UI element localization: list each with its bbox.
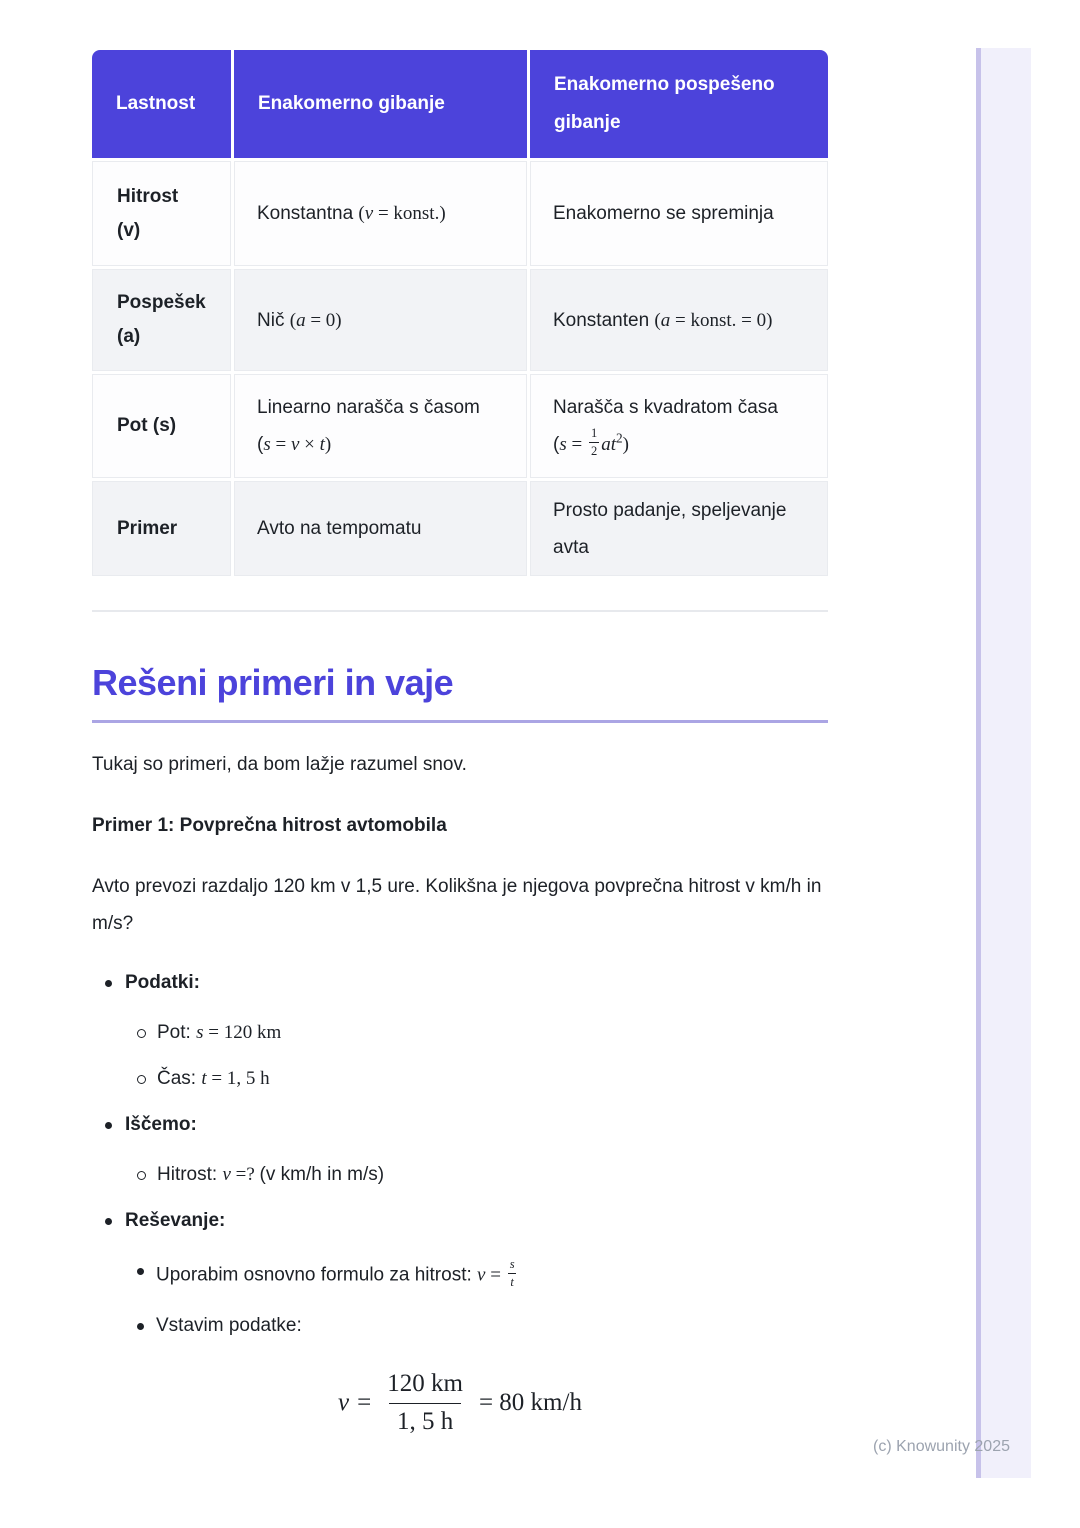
list-item: Čas: t = 1, 5 h — [92, 1068, 828, 1090]
table-cell: Narašča s kvadratom časa (s = $\frac{1}{2}$ $at^2$) — [530, 374, 828, 478]
list-item: Pot: s = 120 km — [92, 1022, 828, 1044]
comparison-table — [92, 50, 828, 576]
document-content — [92, 50, 828, 1435]
table-cell: Avto na tempomatu — [234, 481, 527, 576]
bullet-disc-icon — [137, 1323, 144, 1330]
table-cell: Enakomerno se spreminja — [530, 161, 828, 266]
copyright-notice: (c) Knowunity 2025 — [873, 1438, 1010, 1455]
table-cell: Linearno narašča s časom (s = v × t) — [234, 374, 527, 478]
bullet-disc-icon — [105, 980, 112, 987]
bullet-circle-icon — [137, 1075, 146, 1084]
table-row-label: Pospešek (a) — [92, 269, 231, 371]
bullet-disc-icon — [137, 1268, 144, 1275]
bullet-disc-icon — [105, 1218, 112, 1225]
section-title: Rešeni primeri in vaje — [92, 662, 454, 703]
section-title-underline — [92, 720, 828, 723]
velocity-formula: v = $\frac{120 km}{1, 5 h}$ = 80 km/h — [338, 1370, 582, 1435]
table-row-label: Pot (s) — [92, 374, 231, 478]
problem-statement: Avto prevozi razdaljo 120 km v 1,5 ure. Kolikšna je njegova povprečna hitrost v km/h in m/s? — [92, 876, 822, 934]
table-cell: Konstanten (a = konst. = 0) — [530, 269, 828, 371]
table-row-label: Primer — [92, 481, 231, 576]
bullet-circle-icon — [137, 1029, 146, 1038]
example-title: Primer 1: Povprečna hitrost avtomobila — [92, 815, 447, 836]
section-intro: Tukaj so primeri, da bom lažje razumel snov. — [92, 754, 467, 775]
list-item-resevanje: Reševanje: — [92, 1210, 828, 1232]
list-item: Vstavim podatke: — [92, 1315, 828, 1337]
table-header-uniform-motion: Enakomerno gibanje — [234, 50, 527, 158]
list-item-podatki: Podatki: — [92, 972, 828, 994]
section-divider — [92, 610, 828, 612]
table-cell: Nič (a = 0) — [234, 269, 527, 371]
list-item: Hitrost: v =? (v km/h in m/s) — [92, 1164, 828, 1186]
table-cell: Prosto padanje, speljevanje avta — [530, 481, 828, 576]
table-header-accelerated-motion: Enakomerno pospešeno gibanje — [530, 50, 828, 158]
table-cell: Konstantna (v = konst.) — [234, 161, 527, 266]
table-row-label: Hitrost (v) — [92, 161, 231, 266]
table-header-lastnost: Lastnost — [92, 50, 231, 158]
list-item: Uporabim osnovno formulo za hitrost: v = $\frac{s}{t}$ — [92, 1260, 828, 1291]
bullet-disc-icon — [105, 1122, 112, 1129]
list-item-iscemo: Iščemo: — [92, 1114, 828, 1136]
bullet-circle-icon — [137, 1171, 146, 1180]
solution-list — [92, 972, 828, 1337]
scrollbar-track[interactable] — [976, 48, 1031, 1478]
